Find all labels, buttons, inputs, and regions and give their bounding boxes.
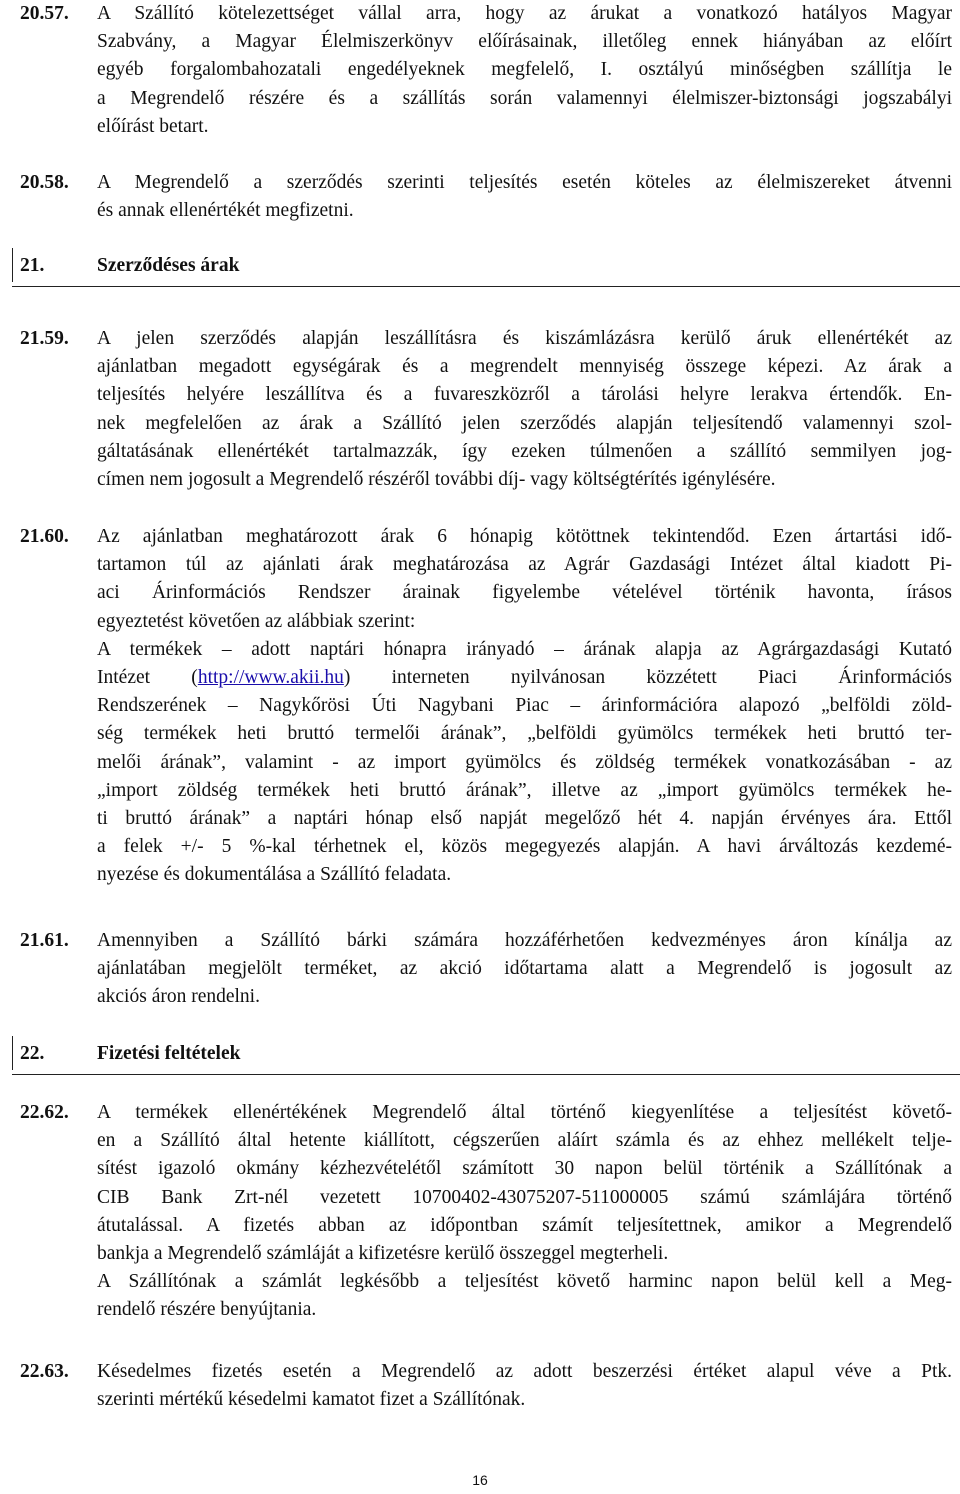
heading-left-rule — [12, 248, 13, 282]
clause-21-59 — [0, 325, 960, 494]
clause-text: A Szállító kötelezettséget vállal arra, hogy az árukat a vonatkozó hatályos Magyar Szabvány, a Magyar Élelmiszerkönyv előírásainak, illetőleg ennek hiányában az előírt egyéb forgalombahozatali engedélyeknek megfelelő, I. osztályú minőségben szállítja le a Megrendelő részére és a szállítás során valamennyi élelmiszer-biztonsági jogszabályi előírást betart. — [97, 3, 952, 137]
clause-text: A jelen szerződés alapján leszállításra és kiszámlázásra kerülő áruk ellenértékét az ajánlatban megadott egységárak és a megrendelt mennyiség összege képezi. Az árak a teljesítés helyére leszállítva és a fuvareszközről a tárolási helyre lerakva értendők. En- nek megfelelően az árak a Szállító jelen szerződés alapján teljesítendő valamennyi szol- gáltatásának ellenértékét tartalmazzák, így ezeken túlmenően a szállító semmilyen jog- címen nem jogosult a Megrendelő részéről további díj- vagy költségtérítés igénylésére. — [97, 328, 952, 491]
clause-text: Amennyiben a Szállító bárki számára hozzáférhetően kedvezményes áron kínálja az ajánlatában megjelölt terméket, az akció időtartama alatt a Megrendelő is jogosult az akciós áron rendelni. — [97, 930, 952, 1008]
clause-text: A termékek ellenértékének Megrendelő által történő kiegyenlítése a teljesítést követő- en a Szállító által hetente kiállított, cégszerűen aláírt számla és az ehhez mellékelt telje- sítést igazoló okmány kézhezvételétől számított 30 napon belül történik a Szállítónak a CIB Bank Zrt-nél vezetett 10700402-43075207-511000005 számú számlájára történő átutalással. A fizetés abban az időpontban számít teljesítettnek, amikor a Megrendelő bankja a Megrendelő számláját a kifizetésre kerülő összeggel megterheli. A Szállítónak a számlát legkésőbb a teljesítést követő harminc napon belül kell a Meg- rendelő részére benyújtania. — [97, 1102, 952, 1321]
clause-number: 20.57. — [20, 3, 69, 24]
clause-number: 21.59. — [20, 328, 69, 349]
clause-number: 20.58. — [20, 172, 69, 193]
heading-number: 21. — [20, 255, 45, 276]
akii-link[interactable]: http://www.akii.hu — [197, 667, 344, 689]
heading-bottom-rule — [12, 1074, 960, 1075]
clause-20-58 — [0, 169, 960, 225]
clause-number: 22.63. — [20, 1361, 69, 1382]
clause-20-57 — [0, 0, 960, 141]
clause-number: 21.61. — [20, 930, 69, 951]
heading-title: Fizetési feltételek — [97, 1043, 241, 1064]
section-heading-22 — [0, 1040, 960, 1068]
heading-title: Szerződéses árak — [97, 255, 240, 276]
heading-number: 22. — [20, 1043, 45, 1064]
clause-text: Késedelmes fizetés esetén a Megrendelő az adott beszerzési értéket alapul véve a Ptk. szerinti mértékű késedelmi kamatot fizet a Szállítónak. — [97, 1361, 952, 1411]
section-heading-21 — [0, 252, 960, 280]
heading-left-rule — [12, 1036, 13, 1070]
clause-text: A Megrendelő a szerződés szerinti teljesítés esetén köteles az élelmiszereket átvenni és annak ellenértékét megfizetni. — [97, 172, 952, 222]
clause-number: 21.60. — [20, 526, 69, 547]
clause-text: Az ajánlatban meghatározott árak 6 hónapig kötöttnek tekintendőd. Ezen ártartási idő- tartamon túl az ajánlati árak meghatározása az Agrár Gazdasági Intézet által kiadott Pi- aci Árinformációs Rendszer árainak figyelembe vételével történik havonta, írásos egyeztetést követően az alábbiak szerint: A termékek – adott naptári hónapra irányadó – árának alapja az Agrárgazdasági Kutató Intézet (http://www.akii.hu) interneten nyilvánosan közzétett Piaci Árinformációs Rendszerének – Nagykőrösi Úti Nagybani Piac – árinformációra alapozó „belföldi zöld- ség termékek heti bruttó termelői árának”, „belföldi gyümölcs termékek heti bruttó ter- melői árának”, valamint - az import gyümölcs és zöldség termékek vonatkozásában - az „import zöldség termékek heti bruttó árának”, illetve az „import gyümölcs termékek he- ti bruttó árának” a naptári hónap első napját megelőző hét 4. napján érvényes ára. Ettől a felek +/- 5 %-kal térhetnek el, közös megegyezés alapján. A havi árváltozás kezdemé- nyezése és dokumentálása a Szállító feladata. — [97, 526, 952, 886]
clause-number: 22.62. — [20, 1102, 69, 1123]
clause-21-60 — [0, 523, 960, 890]
clause-22-63 — [0, 1358, 960, 1414]
clause-22-62 — [0, 1099, 960, 1325]
clause-21-61 — [0, 927, 960, 1012]
page-number: 16 — [472, 1472, 488, 1488]
heading-bottom-rule — [12, 286, 960, 287]
link-line: Intézet (http://www.akii.hu) interneten nyilvánosan közzétett Piaci Árinformációs — [97, 667, 952, 689]
